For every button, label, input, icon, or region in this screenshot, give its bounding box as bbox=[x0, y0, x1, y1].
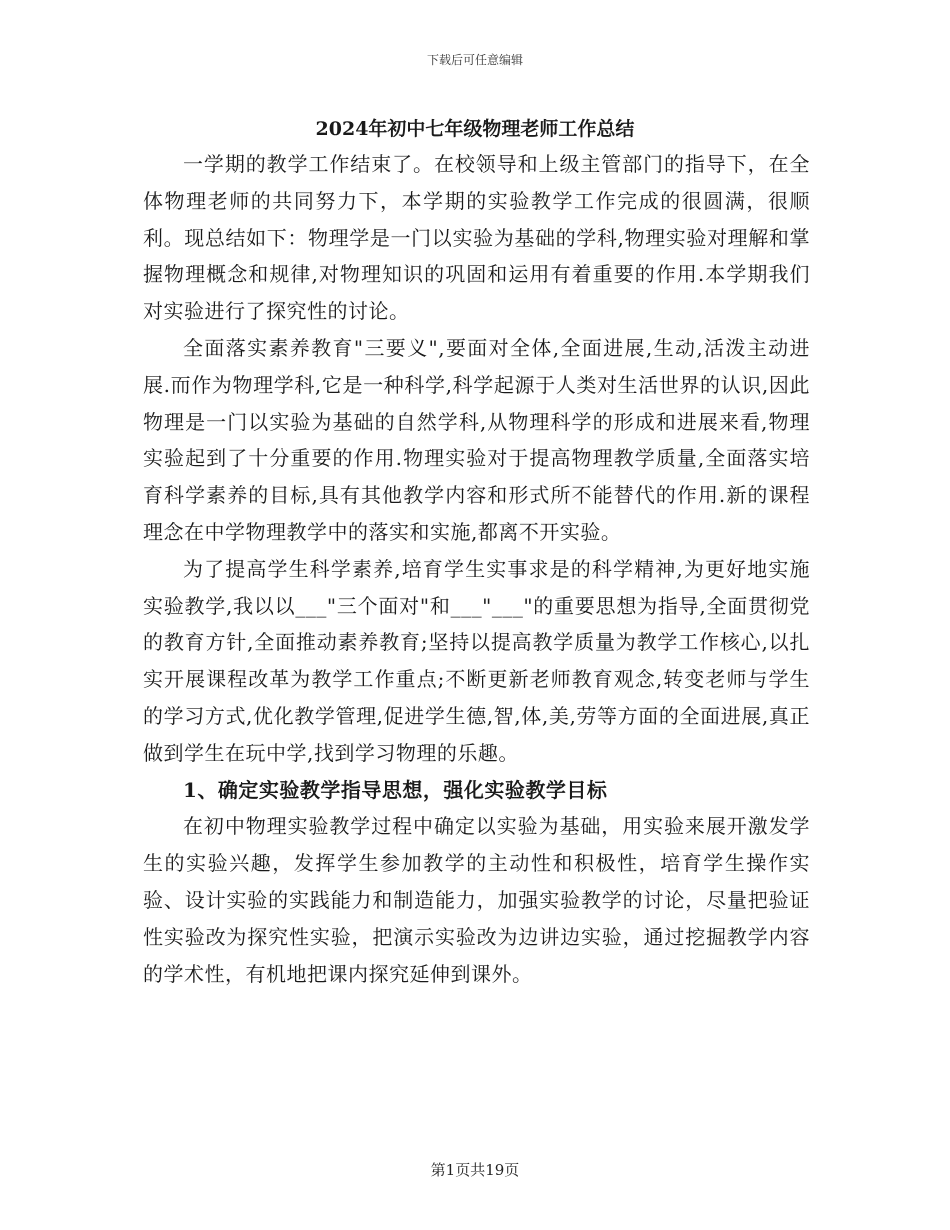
paragraph-intro: 一学期的教学工作结束了。在校领导和上级主管部门的指导下，在全体物理老师的共同努力下，本学期的实验教学工作完成的很圆满，很顺利。现总结如下：物理学是一门以实验为基础的学科,物理实验对理解和掌握物理概念和规律,对物理知识的巩固和运用有着重要的作用.本学期我们对实验进行了探究性的讨论。 bbox=[143, 152, 810, 324]
page-number: 第1页共19页 bbox=[430, 1161, 520, 1179]
header-note: 下载后可任意编辑 bbox=[426, 53, 523, 67]
document-body bbox=[143, 146, 810, 992]
paragraph-quality-education: 全面落实素养教育"三要义",要面对全体,全面进展,生动,活泼主动进展.而作为物理学科,它是一种科学,科学起源于人类对生活世界的认识,因此物理是一门以实验为基础的自然学科,从物理科学的形成和进展来看,物理实验起到了十分重要的作用.物理实验对于提高物理教学质量,全面落实培育科学素养的目标,具有其他教学内容和形式所不能替代的作用.新的课程理念在中学物理教学中的落实和实施,都离不开实验。 bbox=[143, 335, 810, 544]
page-title: 2024年初中七年级物理老师工作总结 bbox=[315, 118, 635, 140]
paragraph-section-1: 在初中物理实验教学过程中确定以实验为基础，用实验来展开激发学生的实验兴趣，发挥学生参加教学的主动性和积极性，培育学生操作实验、设计实验的实践能力和制造能力，加强实验教学的讨论，尽量把验证性实验改为探究性实验，把演示实验改为边讲边实验，通过挖掘教学内容的学术性，有机地把课内探究延伸到课外。 bbox=[143, 814, 810, 986]
section-heading: 1、确定实验教学指导思想，强化实验教学目标 bbox=[183, 777, 608, 802]
paragraph-guiding-thought: 为了提高学生科学素养,培育学生实事求是的科学精神,为更好地实施实验教学,我以以___"三个面对"和___"___"的重要思想为指导,全面贯彻党的教育方针,全面推动素养教育;坚持以提高教学质量为教学工作核心,以扎实开展课程改革为教学工作重点;不断更新老师教育观念,转变老师与学生的学习方式,优化教学管理,促进学生德,智,体,美,劳等方面的全面进展,真正做到学生在玩中学,找到学习物理的乐趣。 bbox=[143, 556, 810, 765]
